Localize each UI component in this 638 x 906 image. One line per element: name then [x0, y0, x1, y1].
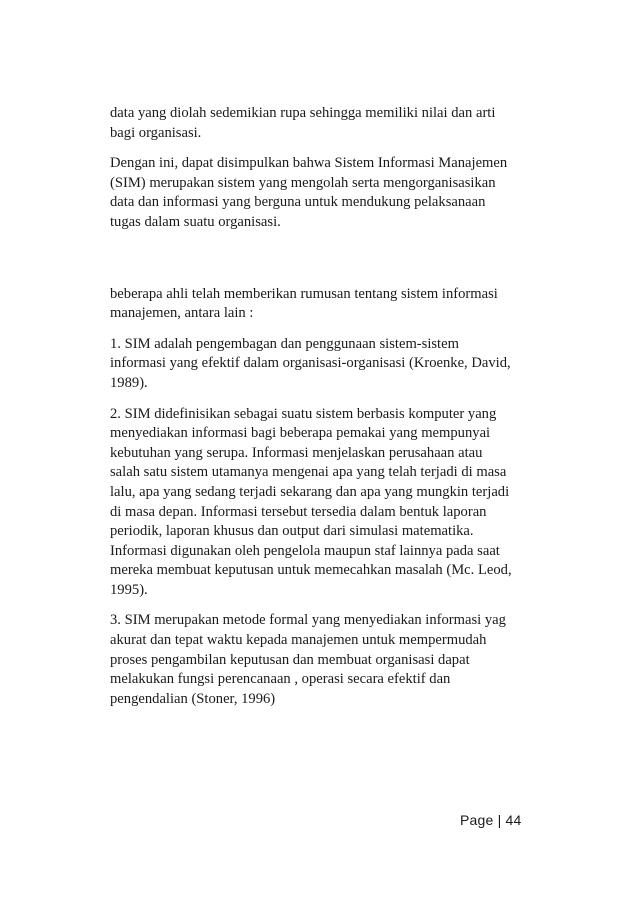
page-number: Page | 44: [460, 812, 522, 828]
list-item-3: 3. SIM merupakan metode formal yang menyediakan informasi yag akurat dan tepat waktu kepada manajemen untuk mempermudah proses pengambilan keputusan dan membuat organisasi dapat melakukan fungsi perencanaan , operasi secara efektif dan pengendalian (Stoner, 1996): [110, 612, 506, 707]
paragraph-intro: data yang diolah sedemikian rupa sehingga memiliki nilai dan arti bagi organisasi.: [110, 105, 496, 141]
list-item-2: 2. SIM didefinisikan sebagai suatu sistem berbasis komputer yang menyediakan informasi bagi beberapa pemakai yang mempunyai kebutuhan yang serupa. Informasi menjelaskan perusahaan atau salah satu sistem utamanya mengenai apa yang telah terjadi di masa lalu, apa yang sedang terjadi sekarang dan apa yang mungkin terjadi di masa depan. Informasi tersebut tersedia dalam bentuk laporan periodik, laporan khusus dan output dari simulasi matematika. Informasi digunakan oleh pengelola maupun staf lainnya pada saat mereka membuat keputusan untuk memecahkan masalah (Mc. Leod, 1995).: [110, 405, 512, 598]
list-item-1: 1. SIM adalah pengembagan dan penggunaan sistem-sistem informasi yang efektif dalam organisasi-organisasi (Kroenke, David, 1989).: [110, 335, 511, 391]
paragraph-experts-intro: beberapa ahli telah memberikan rumusan tentang sistem informasi manajemen, antara lain :: [110, 285, 498, 322]
paragraph-conclusion: Dengan ini, dapat disimpulkan bahwa Sistem Informasi Manajemen (SIM) merupakan sistem yang mengolah serta mengorganisasikan data dan informasi yang berguna untuk mendukung pelaksanaan tugas dalam suatu organisasi.: [110, 155, 508, 230]
document-body: [110, 104, 530, 709]
